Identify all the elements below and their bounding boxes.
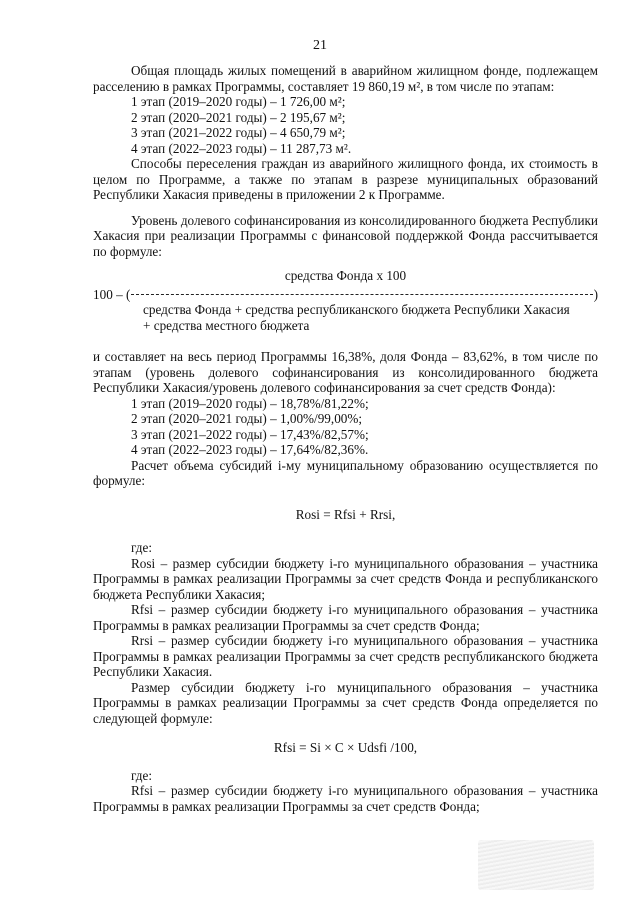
paragraph-resettlement-methods: Способы переселения граждан из аварийного жилищного фонда, их стоимость в целом по Программе, а также по этапам в разрезе муниципальных образований Республики Хакасия приведены в приложении 2 к Программе. bbox=[93, 156, 598, 202]
stage-area-1: 1 этап (2019–2020 годы) – 1 726,00 м²; bbox=[131, 94, 346, 109]
formula-prefix: 100 – ( bbox=[93, 286, 131, 302]
paragraph-total-area: Общая площадь жилых помещений в аварийном жилищном фонде, подлежащем расселению в рамках Программы, составляет 19 860,19 м², в том числе по этапам: bbox=[93, 63, 598, 94]
formula-fraction-line bbox=[93, 287, 598, 303]
formula-rosi: Rosi = Rfsi + Rrsi, bbox=[295, 506, 396, 522]
formula-denominator-2: + средства местного бюджета bbox=[143, 317, 310, 333]
paragraph-cofinancing-level: Уровень долевого софинансирования из консолидированного бюджета Республики Хакасия при реализации Программы с финансовой поддержкой Фонда рассчитывается по формуле: bbox=[93, 212, 598, 259]
definition-rrsi: Rrsi – размер субсидии бюджету i-го муниципального образования – участника Программы в рамках реализации Программы за счет средств республиканского бюджета Республики Хакасия. bbox=[93, 633, 598, 679]
stage-share-2: 2 этап (2020–2021 годы) – 1,00%/99,00%; bbox=[131, 411, 363, 426]
definition-rfsi: Rfsi – размер субсидии бюджету i-го муниципального образования – участника Программы в рамках реализации Программы за счет средств Фонда; bbox=[93, 602, 598, 633]
page-number: 21 bbox=[313, 38, 327, 53]
formula-rfsi: Rfsi = Si × C × Udsfi /100, bbox=[273, 740, 418, 755]
approval-stamp bbox=[478, 840, 594, 890]
where-label-1: где: bbox=[131, 540, 152, 555]
paragraph-cofinancing-share: и составляет на весь период Программы 16,38%, доля Фонда – 83,62%, в том числе по этапам (уровень долевого софинансирования из консолидированного бюджета Республики Хакасия/уровень долевого софинансирования за счет средств Фонда): bbox=[93, 349, 598, 395]
document-body bbox=[93, 63, 598, 814]
definition-rosi: Rosi – размер субсидии бюджету i-го муниципального образования – участника Программы в рамках реализации Программы за счет средств Фонда и республиканского бюджета Республики Хакасия; bbox=[93, 555, 598, 602]
stage-area-4: 4 этап (2022–2023 годы) – 11 287,73 м². bbox=[131, 140, 352, 156]
stage-share-3: 3 этап (2021–2022 годы) – 17,43%/82,57%; bbox=[131, 426, 369, 442]
paragraph-subsidy-calc: Расчет объема субсидий i-му муниципальному образованию осуществляется по формуле: bbox=[93, 457, 598, 488]
stage-area-2: 2 этап (2020–2021 годы) – 2 195,67 м²; bbox=[131, 109, 346, 125]
stage-share-1: 1 этап (2019–2020 годы) – 18,78%/81,22%; bbox=[131, 395, 369, 411]
stage-area-3: 3 этап (2021–2022 годы) – 4 650,79 м²; bbox=[131, 125, 346, 140]
paragraph-fund-subsidy: Размер субсидии бюджету i-го муниципального образования – участника Программы в рамках реализации Программы за счет средств Фонда определяется по следующей формуле: bbox=[93, 679, 598, 726]
formula-numerator: средства Фонда x 100 bbox=[284, 268, 407, 283]
where-label-2: где: bbox=[131, 767, 152, 783]
definition-rfsi-2: Rfsi – размер субсидии бюджету i-го муниципального образования – участника Программы в рамках реализации Программы за счет средств Фонда; bbox=[93, 783, 598, 814]
cofinancing-formula bbox=[93, 268, 598, 333]
formula-suffix: ) bbox=[593, 286, 598, 302]
formula-denominator-1: средства Фонда + средства республиканского бюджета Республики Хакасия bbox=[143, 302, 570, 317]
fraction-rule bbox=[131, 294, 592, 295]
stage-share-4: 4 этап (2022–2023 годы) – 17,64%/82,36%. bbox=[131, 442, 369, 457]
